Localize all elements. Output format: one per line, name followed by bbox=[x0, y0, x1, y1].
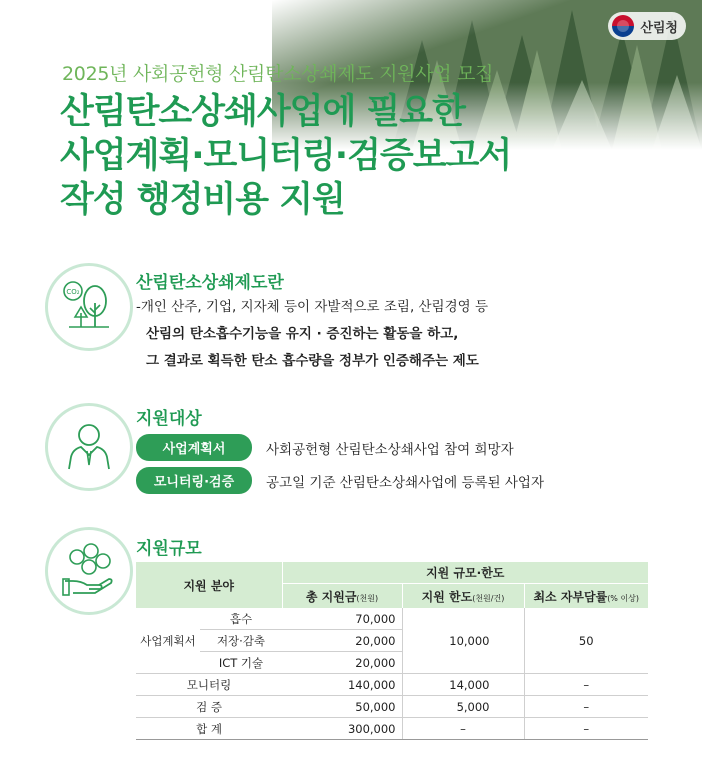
page-subtitle: 2025년 사회공헌형 산림탄소상쇄제도 지원사업 모집 bbox=[62, 63, 494, 85]
target-desc-monitoring: 공고일 기준 산림탄소상쇄사업에 등록된 사업자 bbox=[266, 474, 544, 491]
cell-min-plan: 50 bbox=[524, 608, 648, 674]
cell-limit-plan: 10,000 bbox=[402, 608, 524, 674]
cell-total: 50,000 bbox=[282, 696, 402, 718]
head-field: 지원 분야 bbox=[136, 562, 282, 608]
head-group: 지원 규모·한도 bbox=[282, 562, 648, 584]
money-hand-icon bbox=[45, 527, 133, 615]
row-label-sum: 합 계 bbox=[136, 718, 282, 740]
intro-line-2: 산림의 탄소흡수기능을 유지 · 증진하는 활동을 하고, bbox=[146, 326, 459, 342]
intro-description bbox=[136, 294, 488, 375]
support-scale-table bbox=[136, 562, 648, 740]
logo-text: 산림청 bbox=[640, 20, 678, 36]
cell-total: 140,000 bbox=[282, 674, 402, 696]
cell-total: 20,000 bbox=[282, 652, 402, 674]
row-sub: 저장·감축 bbox=[200, 630, 282, 652]
col-total: 총 지원금(천원) bbox=[282, 584, 402, 609]
page-headline bbox=[60, 90, 511, 222]
forest-service-logo bbox=[608, 12, 686, 40]
col-limit: 지원 한도(천원/건) bbox=[402, 584, 524, 609]
cell-limit: – bbox=[402, 718, 524, 740]
table-row bbox=[136, 718, 648, 740]
cell-min: – bbox=[524, 674, 648, 696]
col-min: 최소 자부담률(% 이상) bbox=[524, 584, 648, 609]
cell-total: 70,000 bbox=[282, 608, 402, 630]
target-row bbox=[136, 467, 544, 494]
cell-min: – bbox=[524, 696, 648, 718]
table-row bbox=[136, 696, 648, 718]
intro-line-1: -개인 산주, 기업, 지자체 등이 자발적으로 조림, 산림경영 등 bbox=[136, 299, 489, 315]
scale-title: 지원규모 bbox=[136, 539, 202, 559]
tree-co2-icon bbox=[45, 263, 133, 351]
targets-title: 지원대상 bbox=[136, 409, 202, 429]
cell-limit: 14,000 bbox=[402, 674, 524, 696]
intro-title: 산림탄소상쇄제도란 bbox=[136, 273, 284, 293]
row-label-monitoring: 모니터링 bbox=[136, 674, 282, 696]
cell-limit: 5,000 bbox=[402, 696, 524, 718]
person-icon bbox=[45, 403, 133, 491]
target-row bbox=[136, 434, 514, 461]
intro-line-3: 그 결과로 획득한 탄소 흡수량을 정부가 인증해주는 제도 bbox=[146, 353, 479, 369]
table-row bbox=[136, 608, 648, 630]
headline-line-3: 작성 행정비용 지원 bbox=[60, 180, 345, 220]
co2-label: CO₂ bbox=[66, 288, 80, 296]
target-badge-plan: 사업계획서 bbox=[136, 434, 252, 461]
row-sub: 흡수 bbox=[200, 608, 282, 630]
headline-line-1: 산림탄소상쇄사업에 필요한 bbox=[60, 92, 465, 132]
target-desc-plan: 사회공헌형 산림탄소상쇄사업 참여 희망자 bbox=[266, 441, 514, 458]
target-badge-monitoring: 모니터링·검증 bbox=[136, 467, 252, 494]
cell-total: 20,000 bbox=[282, 630, 402, 652]
row-label-plan: 사업계획서 bbox=[136, 608, 200, 674]
headline-line-2: 사업계획·모니터링·검증보고서 bbox=[60, 136, 512, 176]
taegeuk-logo-icon bbox=[612, 15, 634, 37]
cell-total: 300,000 bbox=[282, 718, 402, 740]
cell-min: – bbox=[524, 718, 648, 740]
row-label-verify: 검 증 bbox=[136, 696, 282, 718]
row-sub: ICT 기술 bbox=[200, 652, 282, 674]
table-row bbox=[136, 674, 648, 696]
